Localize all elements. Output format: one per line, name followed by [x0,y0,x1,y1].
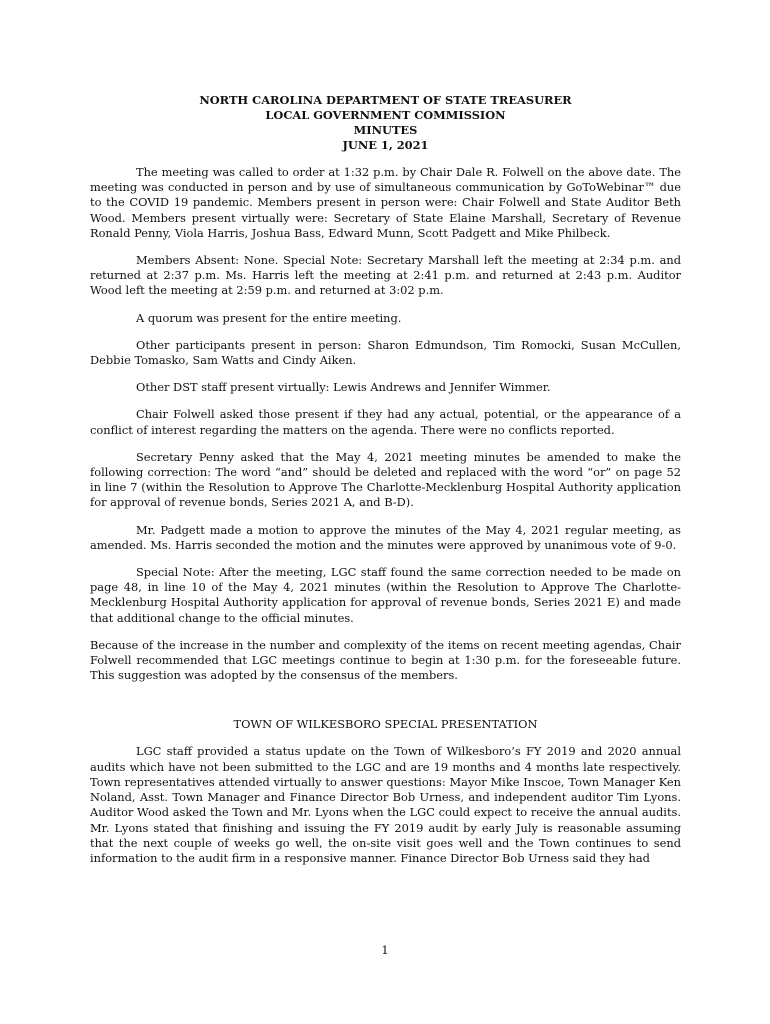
paragraph-call-to-order: The meeting was called to order at 1:32 p.m. by Chair Dale R. Folwell on the above date. The meeting was conducted in person and by use of simultaneous communication by GoToWebinar™ due to the COVID 19 pandemic. Members present in person were: Chair Folwell and State Auditor Beth Wood. Members present virtually were: Secretary of State Elaine Marshall, Secretary of Revenue Ronald Penny, Viola Harris, Joshua Bass, Edward Munn, Scott Padgett and Mike Philbeck. [90,165,681,240]
header-line-date: JUNE 1, 2021 [342,138,429,152]
paragraph-minutes-approval: Mr. Padgett made a motion to approve the minutes of the May 4, 2021 regular meeting, as amended. Ms. Harris seconded the motion and the minutes were approved by unanimous vote of 9-0. [90,522,681,552]
page-number: 1 [381,943,389,957]
paragraph-dst-staff: Other DST staff present virtually: Lewis Andrews and Jennifer Wimmer. [136,380,551,395]
paragraph-special-note: Special Note: After the meeting, LGC staff found the same correction needed to be made on page 48, in line 10 of the May 4, 2021 minutes (within the Resolution to Approve The Charlotte-Mecklenburg Hospital Authority application for approval of revenue bonds, Series 2021 E) and made that additional change to the official minutes. [90,565,681,625]
section-heading-wilkesboro: TOWN OF WILKESBORO SPECIAL PRESENTATION [233,717,538,732]
paragraph-other-participants: Other participants present in person: Sharon Edmundson, Tim Romocki, Susan McCullen, Debbie Tomasko, Sam Watts and Cindy Aiken. [90,337,681,368]
header-line-department: NORTH CAROLINA DEPARTMENT OF STATE TREASURER [199,93,572,107]
paragraph-quorum: A quorum was present for the entire meeting. [136,310,402,325]
paragraph-members-absent: Members Absent: None. Special Note: Secretary Marshall left the meeting at 2:34 p.m. and returned at 2:37 p.m. Ms. Harris left the meeting at 2:41 p.m. and returned at 2:43 p.m. Auditor Wood left the meeting at 2:59 p.m. and returned at 3:02 p.m. [90,253,681,298]
document-body [90,93,681,878]
paragraph-meeting-time: Because of the increase in the number and complexity of the items on recent meeting agendas, Chair Folwell recommended that LGC meetings continue to begin at 1:30 p.m. for the foreseeable future. This suggestion was adopted by the consensus of the members. [90,637,681,683]
paragraph-wilkesboro-update: LGC staff provided a status update on the Town of Wilkesboro’s FY 2019 and 2020 annual audits which have not been submitted to the LGC and are 19 months and 4 months late respectively. Town representatives attended virtually to answer questions: Mayor Mike Inscoe, Town Manager Ken Noland, Asst. Town Manager and Finance Director Bob Urness, and independent auditor Tim Lyons. Auditor Wood asked the Town and Mr. Lyons when the LGC could expect to receive the annual audits. Mr. Lyons stated that finishing and issuing the FY 2019 audit by early July is reasonable assuming that the next couple of weeks go well, the on-site visit goes well and the Town continues to send information to the audit firm in a responsive manner. Finance Director Bob Urness said they had [90,744,681,865]
paragraph-conflict-of-interest: Chair Folwell asked those present if they had any actual, potential, or the appearance of a conflict of interest regarding the matters on the agenda. There were no conflicts reported. [90,407,681,437]
paragraph-minutes-correction: Secretary Penny asked that the May 4, 2021 meeting minutes be amended to make the following correction: The word “and” should be deleted and replaced with the word “or” on page 52 in line 7 (within the Resolution to Approve The Charlotte-Mecklenburg Hospital Authority application for approval of revenue bonds, Series 2021 A, and B-D). [90,449,681,510]
document-header [90,93,681,153]
header-line-minutes: MINUTES [353,123,418,137]
header-line-commission: LOCAL GOVERNMENT COMMISSION [265,108,506,122]
